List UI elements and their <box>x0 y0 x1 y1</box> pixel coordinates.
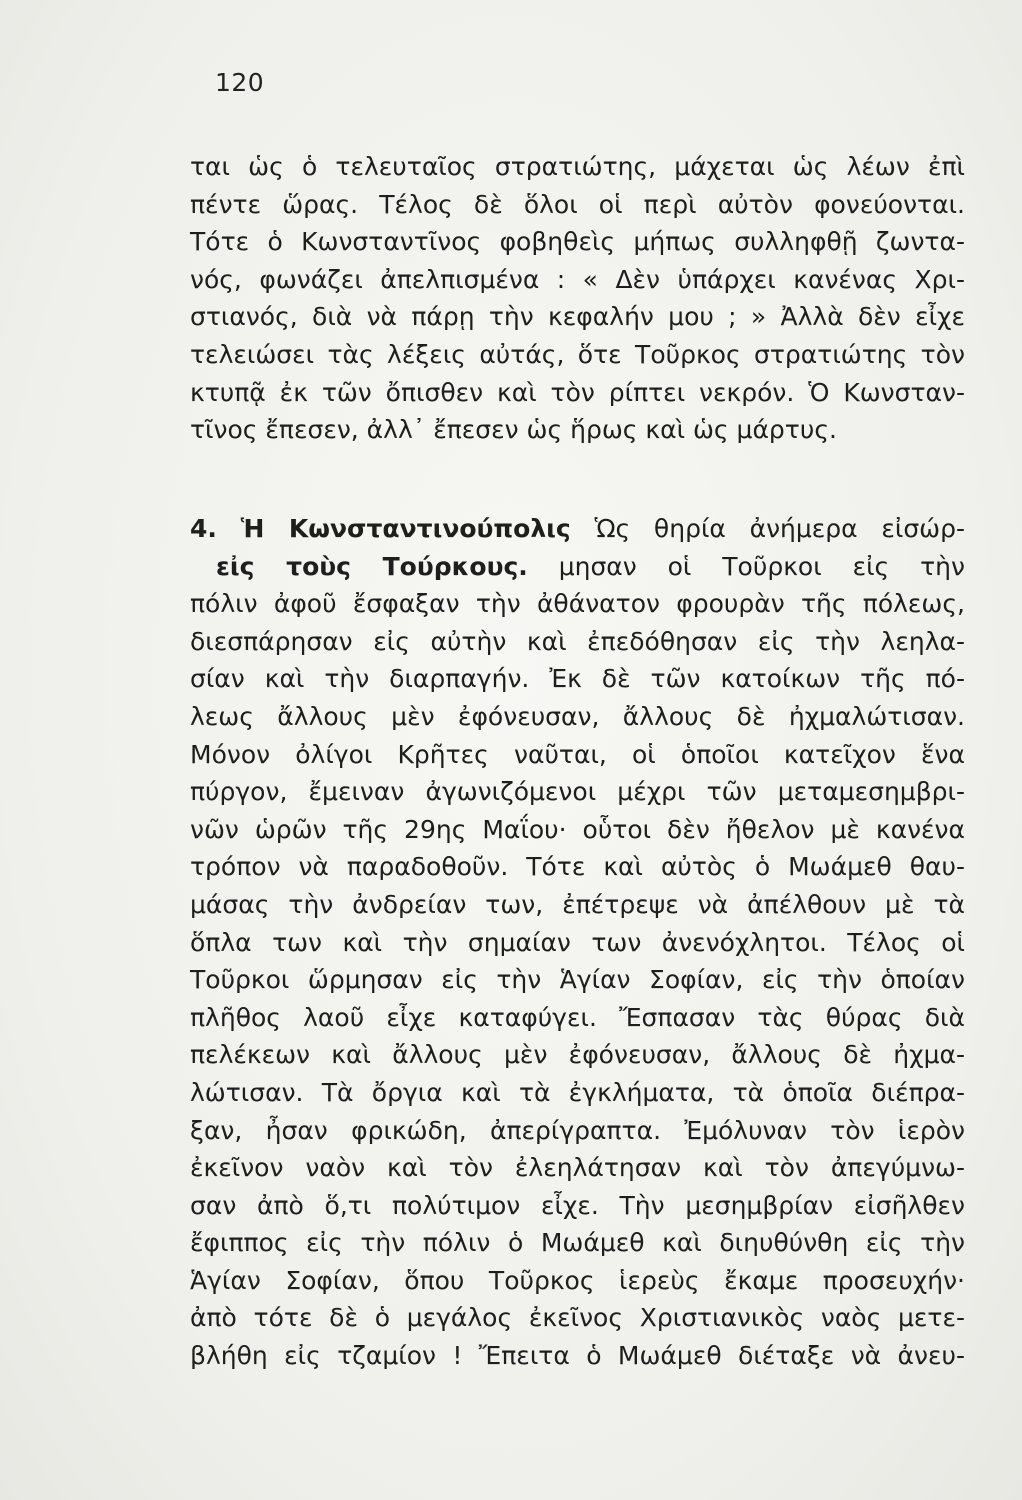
section-body-line: ἀπὸ τότε δὲ ὁ μεγάλος ἐκεῖνος Χριστιανικὸς ναὸς μετε- <box>190 1303 965 1333</box>
section-body-line: λεως ἄλλους μὲν ἐφόνευσαν, ἄλλους δὲ ἠχμαλώτισαν. <box>190 701 965 731</box>
section-body-line: μάσας τὴν ἀνδρείαν των, ἐπέτρεψε νὰ ἀπέλθουν μὲ τὰ <box>190 889 965 919</box>
section-body-line: πόλιν ἀφοῦ ἔσφαξαν τὴν ἀθάνατον φρουρὰν τῆς πόλεως, <box>190 589 965 619</box>
section-body-line: πελέκεων καὶ ἄλλους μὲν ἐφόνευσαν, ἄλλους δὲ ἠχμα- <box>190 1040 965 1070</box>
paragraph-1-line: ται ὡς ὁ τελευταῖος στρατιώτης, μάχεται ὡς λέων ἐπὶ <box>190 152 965 181</box>
paragraph-1-line: τῖνος ἔπεσεν, ἀλλ᾽ ἔπεσεν ὡς ἥρως καὶ ὡς μάρτυς. <box>190 415 837 445</box>
section-body-line: πύργον, ἔμειναν ἀγωνιζόμενοι μέχρι τῶν μεταμεσημβρι- <box>190 777 965 807</box>
section-lead-line-1: Ὡς θηρία ἀνήμερα εἰσώρ- <box>594 514 965 543</box>
paragraph-1-line: Τότε ὁ Κωνσταντῖνος φοβηθεὶς μήπως συλληφθῇ ζωντα- <box>190 227 965 257</box>
paragraph-continuation <box>190 148 965 449</box>
section-body-line: Τοῦρκοι ὥρμησαν εἰς τὴν Ἁγίαν Σοφίαν, εἰς τὴν ὁποίαν <box>190 965 965 995</box>
section-lead-line-2: μησαν οἱ Τοῦρκοι εἰς τὴν <box>558 551 965 581</box>
paragraph-1-line: τελειώσει τὰς λέξεις αὐτάς, ὅτε Τοῦρκος στρατιώτης τὸν <box>190 339 965 369</box>
section-body-line: ἐκεῖνον ναὸν καὶ τὸν ἐλεηλάτησαν καὶ τὸν ἀπεγύμνω- <box>190 1153 965 1183</box>
section-title-line-2: εἰς τοὺς Τούρκους. <box>216 551 528 581</box>
section-body-line: ἔφιππος εἰς τὴν πόλιν ὁ Μωάμεθ καὶ διηυθύνθη εἰς τὴν <box>190 1228 965 1258</box>
section-heading-line-1 <box>190 510 965 548</box>
paragraph-1-line: στιανός, διὰ νὰ πάρῃ τὴν κεφαλήν μου ; » Ἀλλὰ δὲν εἶχε <box>190 302 965 332</box>
section-body-line: ὅπλα των καὶ τὴν σημαίαν των ἀνενόχλητοι. Τέλος οἱ <box>190 927 965 957</box>
section-body-line: Ἁγίαν Σοφίαν, ὅπου Τοῦρκος ἱερεὺς ἔκαμε προσευχήν· <box>190 1265 965 1295</box>
paragraph-1-line: νός, φωνάζει ἀπελπισμένα : « Δὲν ὑπάρχει κανένας Χρι- <box>190 264 965 294</box>
section-body-line: σίαν καὶ τὴν διαρπαγήν. Ἐκ δὲ τῶν κατοίκων τῆς πό- <box>190 664 965 694</box>
paragraph-1-line: πέντε ὥρας. Τέλος δὲ ὅλοι οἱ περὶ αὐτὸν φονεύονται. <box>190 189 965 219</box>
section-body-line: Μόνον ὀλίγοι Κρῆτες ναῦται, οἱ ὁποῖοι κατεῖχον ἕνα <box>190 739 965 769</box>
section-4 <box>190 510 965 1375</box>
section-body-line: πλῆθος λαοῦ εἶχε καταφύγει. Ἔσπασαν τὰς θύρας διὰ <box>190 1002 965 1032</box>
section-body-line: λώτισαν. Τὰ ὄργια καὶ τὰ ἐγκλήματα, τὰ ὁποῖα διέπρα- <box>190 1077 965 1107</box>
section-body-line: ξαν, ἦσαν φρικώδη, ἀπερίγραπτα. Ἐμόλυναν τὸν ἱερὸν <box>190 1115 965 1145</box>
paragraph-1-line: κτυπᾷ ἐκ τῶν ὄπισθεν καὶ τὸν ρίπτει νεκρόν. Ὁ Κωνσταν- <box>190 377 965 407</box>
section-body-line: διεσπάρησαν εἰς αὐτὴν καὶ ἐπεδόθησαν εἰς τὴν λεηλα- <box>190 626 965 656</box>
section-number: 4. <box>190 514 217 543</box>
section-body <box>190 585 965 1374</box>
section-body-line: βλήθη εἰς τζαμίον ! Ἔπειτα ὁ Μωάμεθ διέταξε νὰ ἀνευ- <box>190 1341 965 1371</box>
page-number: 120 <box>215 68 265 97</box>
section-body-line: νῶν ὡρῶν τῆς 29ης Μαΐου· οὗτοι δὲν ἤθελον μὲ κανένα <box>190 814 965 844</box>
section-body-line: τρόπον νὰ παραδοθοῦν. Τότε καὶ αὐτὸς ὁ Μωάμεθ θαυ- <box>190 852 965 882</box>
section-heading-line-2 <box>190 548 965 586</box>
section-body-line: σαν ἀπὸ ὅ,τι πολύτιμον εἶχε. Τὴν μεσημβρίαν εἰσῆλθεν <box>190 1190 965 1220</box>
section-title-line-1: Ἡ Κωνσταντινούπολις <box>240 514 571 543</box>
